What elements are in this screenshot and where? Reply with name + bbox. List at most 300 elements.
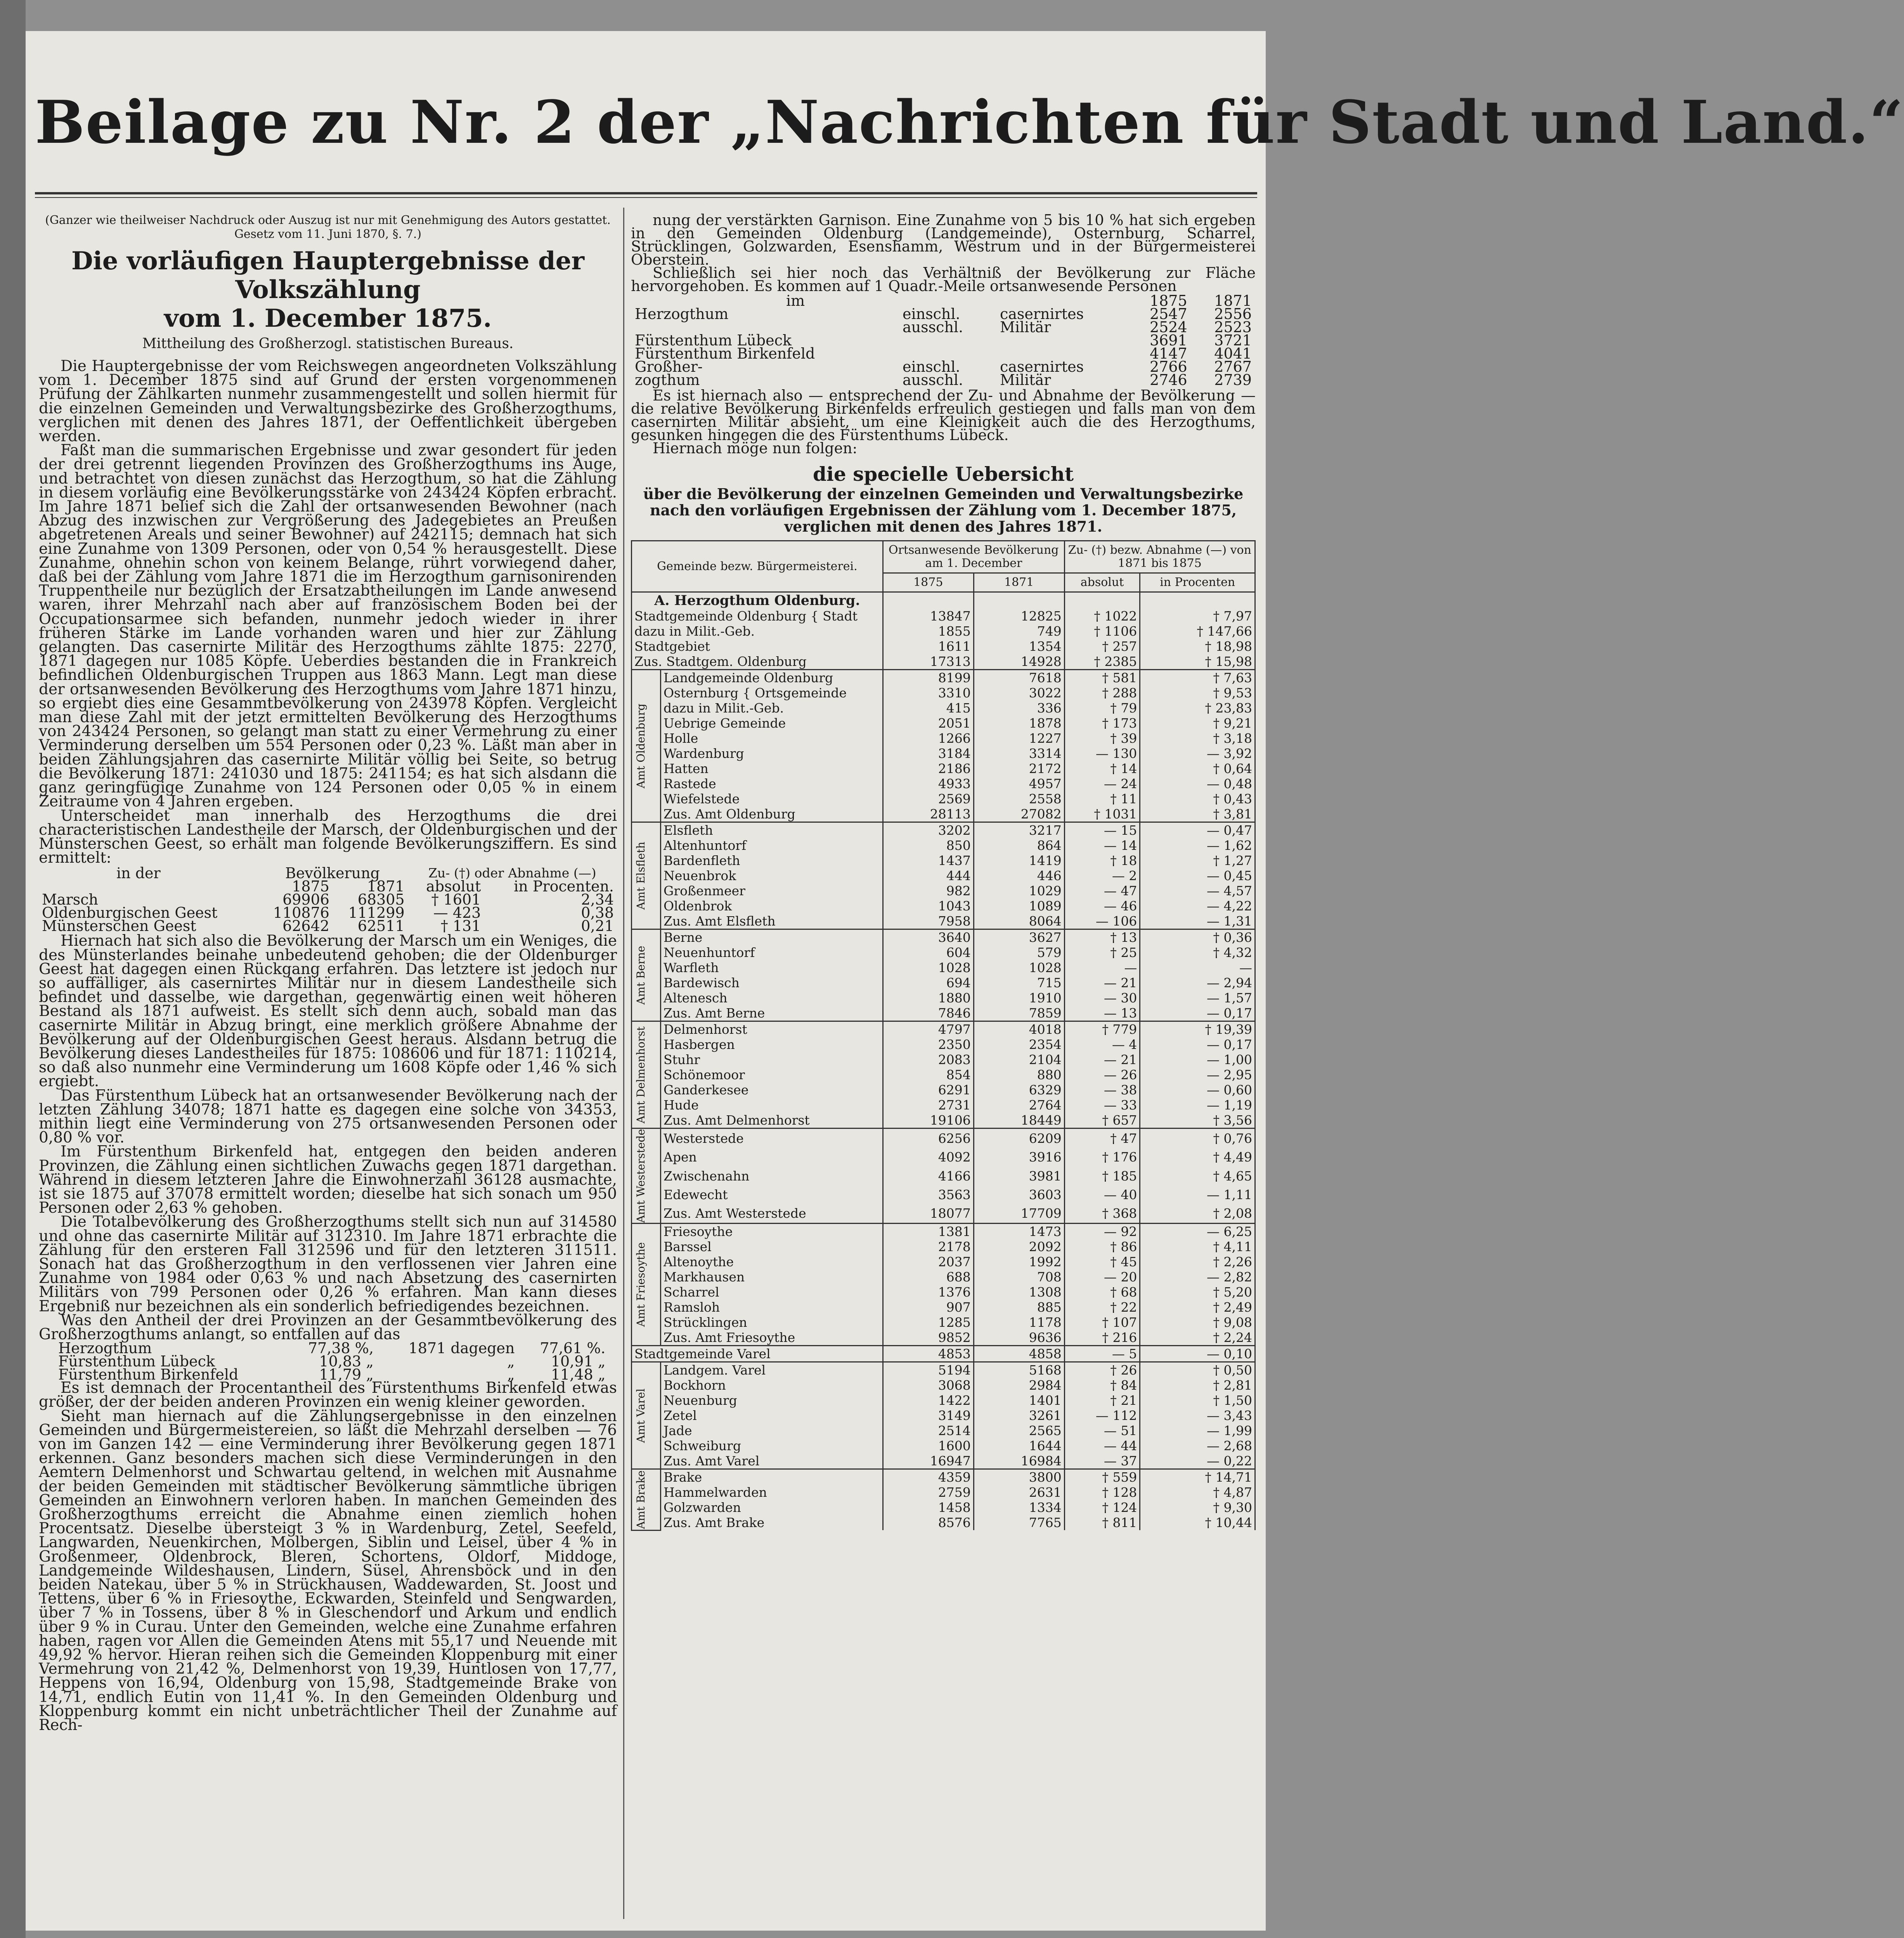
table-cell: † 657 [1064,1113,1140,1128]
table-cell: — 0,17 [1140,1005,1255,1021]
table-cell: — 38 [1064,1082,1140,1097]
table-cell: 17313 [883,654,974,670]
table-cell: 1419 [974,853,1064,868]
table-cell: 5168 [974,1362,1064,1378]
table-cell: 2766 [1149,358,1187,375]
table-cell: 10,83 „ [319,1353,374,1370]
table-cell: 6209 [974,1128,1064,1148]
table-cell: Militär [1000,319,1051,336]
table-cell: † 45 [1064,1254,1140,1269]
table-cell: 1422 [883,1393,974,1408]
table-row [632,975,1255,990]
table-cell: 1308 [974,1284,1064,1300]
table-cell: † 4,11 [1140,1239,1255,1254]
table-cell: † 0,76 [1140,1128,1255,1148]
table-cell: † 2,81 [1140,1378,1255,1393]
group-label-text: Amt Berne [634,945,647,1005]
table-cell: 3310 [883,685,974,700]
table-cell: † 79 [1064,700,1140,716]
gemeinde-name: Zus. Amt Berne [661,1005,883,1021]
table-cell: Fürstenthum Lübeck [58,1353,215,1370]
table-cell: — 1,11 [1140,1185,1255,1204]
table-row [632,868,1255,883]
gemeinde-name: dazu in Milit.-Geb. [632,624,883,639]
table-cell: 1227 [974,731,1064,746]
table-cell: — 26 [1064,1067,1140,1082]
gemeinde-name: Uebrige Gemeinde [661,716,883,731]
table-cell: 2092 [974,1239,1064,1254]
table-cell: 16947 [883,1453,974,1469]
gemeinde-name: Ganderkesee [661,1082,883,1097]
binding-edge [0,0,26,1938]
group-label [632,1128,661,1224]
table-row [632,898,1255,914]
table-row [632,960,1255,975]
table-cell: — 37 [1064,1453,1140,1469]
table-cell: — 4,57 [1140,883,1255,898]
table-row [632,1485,1255,1500]
table-row [632,1284,1255,1300]
table-cell: 1029 [974,883,1064,898]
table-cell: 2514 [883,1423,974,1438]
table-row [632,883,1255,898]
table-row [632,776,1255,791]
table-cell: 4957 [974,776,1064,791]
group-label [632,929,661,1021]
gemeinde-name: Golzwarden [661,1500,883,1515]
table-header: 1875 [292,878,329,895]
gemeinde-name: Strücklingen [661,1315,883,1330]
table-cell: 11,48 „ [551,1366,606,1383]
gemeinde-name: Neuenbrok [661,868,883,883]
table-cell: 1992 [974,1254,1064,1269]
table-cell: † 10,44 [1140,1515,1255,1530]
table-cell [899,334,996,347]
table-cell: — 0,22 [1140,1453,1255,1469]
table-row [632,1097,1255,1113]
table-cell: 2569 [883,791,974,806]
table-row [632,1408,1255,1423]
gemeinde-name: Brake [661,1469,883,1485]
table-cell: † 1031 [1064,806,1140,822]
table-header: in Procenten. [514,878,614,895]
table-cell: 1871 dagegen [408,1340,515,1357]
table-cell: 7618 [974,670,1064,686]
table-row [632,1167,1255,1185]
table-cell: † 131 [440,917,481,935]
gemeinde-name: Stadtgebiet [632,639,883,654]
table-cell: † 5,20 [1140,1284,1255,1300]
table-cell: 3022 [974,685,1064,700]
table-row [632,1082,1255,1097]
table-cell: † 4,32 [1140,945,1255,960]
table-cell: 2083 [883,1052,974,1067]
paragraph: Das Fürstenthum Lübeck hat an ortsanwesender Bevölkerung nach der letzten Zählung 34078; 1871 hatte es dagegen eine solche von 34353, mithin liegt eine Verminderung von 275 ortsanwesenden Personen oder 0,80 % vor. [39,1087,617,1147]
table-row [632,1469,1255,1485]
table-cell: 3981 [974,1167,1064,1185]
table-cell: † 9,30 [1140,1500,1255,1515]
table-cell: † 84 [1064,1378,1140,1393]
gemeinde-name: Holle [661,731,883,746]
table-cell: 2731 [883,1097,974,1113]
table-header: im [786,292,805,309]
table-cell: 6329 [974,1082,1064,1097]
total-row [632,1330,1255,1346]
table-cell: 2558 [974,791,1064,806]
table-cell: † 1,27 [1140,853,1255,868]
group-label-text: Amt Delmenhorst [634,1026,647,1123]
table-cell: — 20 [1064,1269,1140,1284]
table-cell: † 185 [1064,1167,1140,1185]
gemeinde-name: Apen [661,1148,883,1167]
table-cell: † 1106 [1064,624,1140,639]
table-cell: 688 [883,1269,974,1284]
table-cell: 2524 [1149,319,1187,336]
table-cell: † 18 [1064,853,1140,868]
table-cell: casernirtes [1000,358,1084,375]
gemeinde-name: Zus. Stadtgem. Oldenburg [632,654,883,670]
gemeinde-name: Hasbergen [661,1037,883,1052]
group-label-text: Amt Friesoythe [634,1242,647,1327]
paragraph-group-c [39,1381,617,1732]
table-cell: † 3,81 [1140,806,1255,822]
gemeinde-name: Zus. Amt Elsfleth [661,914,883,929]
table-cell: 1381 [883,1224,974,1239]
table-cell: — 2 [1064,868,1140,883]
table-row [632,1346,1255,1362]
table-cell: — 33 [1064,1097,1140,1113]
column-header: absolut [1064,573,1140,592]
table-cell: † 216 [1064,1330,1140,1346]
table-cell: † 147,66 [1140,624,1255,639]
table-cell: † 368 [1064,1204,1140,1224]
table-row [632,700,1255,716]
table-cell: † 1,50 [1140,1393,1255,1408]
table-cell: — 130 [1064,746,1140,761]
table-cell: — 21 [1064,1052,1140,1067]
gemeinde-name: Altenoythe [661,1254,883,1269]
gemeinde-name: Zwischenahn [661,1167,883,1185]
table-cell: 28113 [883,806,974,822]
table-cell: † 26 [1064,1362,1140,1378]
table-cell: 982 [883,883,974,898]
table-cell: 715 [974,975,1064,990]
table-cell: 1285 [883,1315,974,1330]
table-cell: † 581 [1064,670,1140,686]
paragraph-group-b [631,389,1256,455]
gemeinde-name: Jade [661,1423,883,1438]
total-row [632,806,1255,822]
column-divider [623,208,624,1919]
table-cell: † 25 [1064,945,1140,960]
table-row [632,685,1255,700]
table-cell: † 1022 [1064,608,1140,624]
table-cell: — 3,43 [1140,1408,1255,1423]
table-row [632,1254,1255,1269]
table-row [632,670,1255,686]
table-cell: † 124 [1064,1500,1140,1515]
group-label [632,1362,661,1469]
gemeinde-name: Markhausen [661,1269,883,1284]
table-cell: — 14 [1064,838,1140,853]
table-row [632,1052,1255,1067]
newspaper-page [26,31,1904,1931]
table-cell: 1644 [974,1438,1064,1453]
table-cell: — 21 [1064,975,1140,990]
table-cell: — 46 [1064,898,1140,914]
table-cell: 3800 [974,1469,1064,1485]
table-cell: 16984 [974,1453,1064,1469]
table-cell: 749 [974,624,1064,639]
table-cell: 2984 [974,1378,1064,1393]
table-cell: 1437 [883,853,974,868]
gemeinde-name: Wardenburg [661,746,883,761]
table-cell: 2746 [1149,371,1187,388]
table-cell: 111299 [348,904,405,922]
table-cell: 3721 [1214,332,1252,349]
table-cell: — 0,17 [1140,1037,1255,1052]
table-cell: † 0,36 [1140,929,1255,945]
table-cell: Oldenburgischen Geest [42,904,218,922]
page-title: Beilage zu Nr. 2 der „Nachrichten für Stadt und Land.“ [35,87,1904,157]
paragraph: Es ist demnach der Procentantheil des Fürstenthums Birkenfeld etwas größer, der der beiden anderen Provinzen ein wenig kleiner geworden. [39,1379,617,1411]
gemeinde-name: Wiefelstede [661,791,883,806]
table-cell: — 2,94 [1140,975,1255,990]
table-row [632,1148,1255,1167]
table-cell: 2350 [883,1037,974,1052]
table-cell: — 0,10 [1140,1346,1255,1362]
group-label-text: Amt Westerstede [634,1129,647,1223]
table-header: absolut [426,878,481,895]
table-cell: einschl. [903,358,960,375]
density-table [631,294,1256,387]
table-cell: † 2,26 [1140,1254,1255,1269]
table-row [632,1378,1255,1393]
group-label-text: Amt Elsfleth [634,841,647,910]
table-cell: 3202 [883,822,974,838]
table-cell: 1028 [883,960,974,975]
gemeinde-name: Oldenbrok [661,898,883,914]
gemeinde-name: Schweiburg [661,1438,883,1453]
table-cell: 2547 [1149,305,1187,322]
table-cell: † 15,98 [1140,654,1255,670]
table-row [632,945,1255,960]
province-share-table [54,1342,609,1381]
table-cell: 579 [974,945,1064,960]
table-cell: zogthum [635,371,700,388]
table-cell: 1089 [974,898,1064,914]
table-header: Zu- (†) oder Abnahme (—) [428,865,596,881]
table-row [632,791,1255,806]
table-cell: — 13 [1064,1005,1140,1021]
gemeinde-name: Stuhr [661,1052,883,1067]
table-cell: † 9,08 [1140,1315,1255,1330]
table-cell: — 1,57 [1140,990,1255,1005]
table-cell: † 3,18 [1140,731,1255,746]
left-column [39,213,617,1732]
table-cell: 27082 [974,806,1064,822]
table-cell: 4147 [1149,345,1187,362]
table-cell: † 0,64 [1140,761,1255,776]
table-cell: 18077 [883,1204,974,1224]
total-row [632,1515,1255,1530]
table-cell [996,334,1126,347]
table-cell: † 19,39 [1140,1021,1255,1037]
table-cell: 6291 [883,1082,974,1097]
table-cell: — 5 [1064,1346,1140,1362]
table-cell: — 0,60 [1140,1082,1255,1097]
table-cell: 2172 [974,761,1064,776]
table-cell: — 3,92 [1140,746,1255,761]
table-row [632,731,1255,746]
paragraph-group-b [39,934,617,1342]
total-row [632,1113,1255,1128]
table-cell: † 173 [1064,716,1140,731]
table-cell: 2186 [883,761,974,776]
gemeinde-name: Stadtgemeinde Varel [632,1346,883,1362]
total-row [632,1453,1255,1469]
table-header: 1875 [1149,292,1187,309]
table-cell: 885 [974,1300,1064,1315]
gemeinde-name: Schönemoor [661,1067,883,1082]
table-row [632,1021,1255,1037]
table-cell: 3149 [883,1408,974,1423]
table-row [632,1239,1255,1254]
table-cell: 907 [883,1300,974,1315]
table-cell: 8199 [883,670,974,686]
table-cell: † 811 [1064,1515,1140,1530]
table-cell: 2631 [974,1485,1064,1500]
table-cell: — 6,25 [1140,1224,1255,1239]
table-cell: 880 [974,1067,1064,1082]
table-cell: 3603 [974,1185,1064,1204]
table-cell: einschl. [903,305,960,322]
table-cell: 9636 [974,1330,1064,1346]
table-cell: † 68 [1064,1284,1140,1300]
table-cell: 110876 [273,904,329,922]
table-cell: — 4,22 [1140,898,1255,914]
table-cell: 444 [883,868,974,883]
gemeinde-name: Landgem. Varel [661,1362,883,1378]
table-cell: ausschl. [903,319,963,336]
gemeinde-name: Hude [661,1097,883,1113]
table-cell: 2354 [974,1037,1064,1052]
table-cell: — 40 [1064,1185,1140,1204]
table-cell: 3627 [974,929,1064,945]
table-cell: † 4,65 [1140,1167,1255,1185]
table-cell: 1401 [974,1393,1064,1408]
table-cell: 18449 [974,1113,1064,1128]
table-cell: 0,21 [581,917,614,935]
paragraph: Was den Antheil der drei Provinzen an der Gesammtbevölkerung des Großherzogthums anlangt, so entfallen auf das [39,1311,617,1343]
table-row [632,1300,1255,1315]
table-row [632,1393,1255,1408]
group-label [632,822,661,929]
table-cell: † 14 [1064,761,1140,776]
table-cell: 77,38 %, [308,1340,374,1357]
table-cell: — 2,82 [1140,1269,1255,1284]
table-cell: 1878 [974,716,1064,731]
table-cell: 694 [883,975,974,990]
table-cell: † 9,53 [1140,685,1255,700]
table-cell: † 4,87 [1140,1485,1255,1500]
table-cell: 4041 [1214,345,1252,362]
table-cell: 1910 [974,990,1064,1005]
column-header: Gemeinde bezw. Bürgermeisterei. [632,541,883,592]
table-cell: † 3,56 [1140,1113,1255,1128]
table-cell: 2739 [1214,371,1252,388]
table-cell: † 13 [1064,929,1140,945]
table-cell: 3217 [974,822,1064,838]
table-cell: 1334 [974,1500,1064,1515]
table-cell: — 423 [433,904,481,922]
table-cell: 2104 [974,1052,1064,1067]
table-cell: 1611 [883,639,974,654]
table-cell: 77,61 %. [540,1340,606,1357]
table-cell: Großher- [635,358,703,375]
table-cell: † 559 [1064,1469,1140,1485]
table-cell: † 2,24 [1140,1330,1255,1346]
gemeinde-name: Bockhorn [661,1378,883,1393]
table-header: 1871 [367,878,405,895]
table-cell: — 4 [1064,1037,1140,1052]
table-row [632,838,1255,853]
gemeinde-name: Neuenburg [661,1393,883,1408]
table-cell: Militär [1000,371,1051,388]
table-row [632,624,1255,639]
gemeinde-name: Osternburg { Ortsgemeinde [661,685,883,700]
gemeinde-name: Zus. Amt Varel [661,1453,883,1469]
table-row [632,929,1255,945]
table-cell: 3640 [883,929,974,945]
table-cell: „ [507,1353,515,1370]
table-row [632,1037,1255,1052]
table-cell: 7958 [883,914,974,929]
table-cell: 336 [974,700,1064,716]
table-cell: Fürstenthum Birkenfeld [635,345,815,362]
section-heading: A. Herzogthum Oldenburg. [632,592,883,609]
gemeinde-name: Bardewisch [661,975,883,990]
article-heading [39,247,617,333]
table-cell: — 47 [1064,883,1140,898]
gemeinde-name: Zus. Amt Friesoythe [661,1330,883,1346]
table-cell: 2037 [883,1254,974,1269]
table-cell: 604 [883,945,974,960]
table-header: Bevölkerung [285,865,380,882]
table-cell: — 1,00 [1140,1052,1255,1067]
gemeinde-name: Edewecht [661,1185,883,1204]
table-cell: 1178 [974,1315,1064,1330]
paragraph: Hiernach hat sich also die Bevölkerung der Marsch um ein Weniges, die des Münsterlandes beinahe unbedeutend gehoben; die der Oldenburger Geest hat dagegen einen Rückgang erfahren. Das letztere ist jedoch nur so auffälliger, als casernirtes Militär nur in diesem Landestheile sich befindet und dasselbe, wie dargethan, gegenwärtig einen weit höheren Bestand als 1871 aufweist. Es stellt sich denn auch, sobald man das casernirte Militär in Abzug bringt, eine merklich größere Abnahme der Bevölkerung auf der Oldenburgischen Geest heraus. Alsdann betrug die Bevölkerung dieses Landestheiles für 1875: 108606 und für 1871: 110214, so daß also nunmehr eine Verminderung um 1608 Köpfe oder 1,46 % sich ergiebt. [39,932,617,1090]
group-label-text: Amt Brake [634,1470,647,1529]
table-cell: 2565 [974,1423,1064,1438]
table-cell: — 1,99 [1140,1423,1255,1438]
table-row [632,1500,1255,1515]
gemeinde-name: Elsfleth [661,822,883,838]
table-cell: 62642 [282,917,329,935]
table-row [632,1438,1255,1453]
gemeinde-name: Friesoythe [661,1224,883,1239]
table-cell: † 86 [1064,1239,1140,1254]
table-cell: † 288 [1064,685,1140,700]
gemeinde-name: Warfleth [661,960,883,975]
group-label [632,670,661,822]
table-cell: — 112 [1064,1408,1140,1423]
paragraph-group-a [631,213,1256,293]
table-row [632,1269,1255,1284]
table-cell: † 23,83 [1140,700,1255,716]
paragraph: nung der verstärkten Garnison. Eine Zunahme von 5 bis 10 % hat sich ergeben in den Gemeinden Oldenburg (Landgemeinde), Osternburg, Scharrel, Strücklingen, Golzwarden, Esenshamm, Westrum und in der Bürgermeisterei Oberstein. [631,211,1256,268]
